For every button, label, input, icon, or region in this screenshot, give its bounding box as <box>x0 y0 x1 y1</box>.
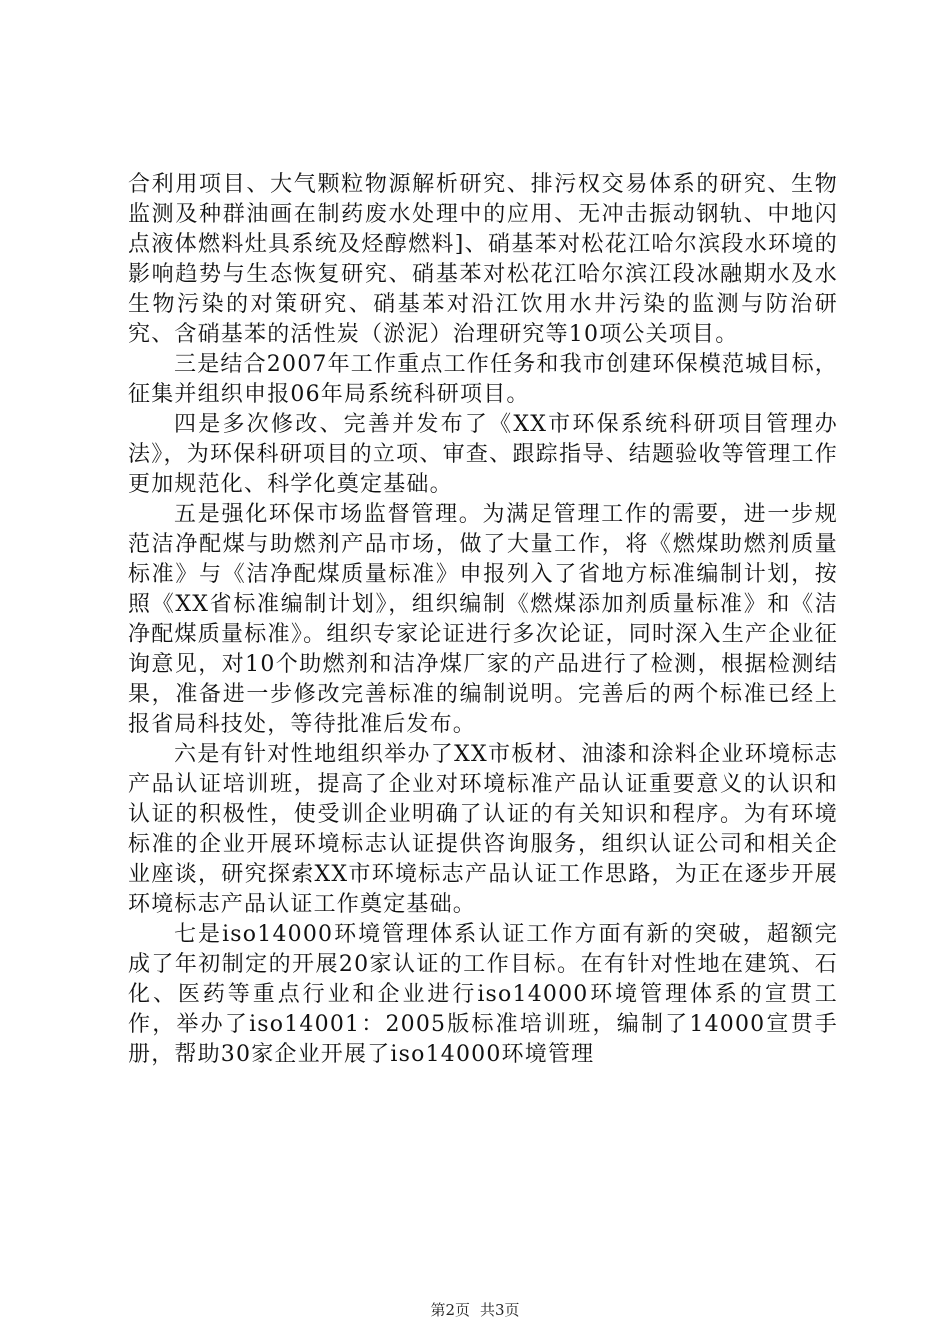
paragraph-4: 五是强化环保市场监督管理。为满足管理工作的需要，进一步规范洁净配煤与助燃剂产品市场，做了大量工作，将《燃煤助燃剂质量标准》与《洁净配煤质量标准》申报列入了省地方标准编制计划，按照《XX省标准编制计划》，组织编制《燃煤添加剂质量标准》和《洁净配煤质量标准》。组织专家论证进行多次论证，同时深入生产企业征询意见，对10个助燃剂和洁净煤厂家的产品进行了检测，根据检测结果，准备进一步修改完善标准的编制说明。完善后的两个标准已经上报省局科技处，等待批准后发布。 <box>128 502 838 737</box>
page-number: 第2页 <box>430 1301 470 1319</box>
page-footer <box>0 1300 950 1320</box>
paragraph-2: 三是结合2007年工作重点工作任务和我市创建环保模范城目标，征集并组织申报06年局系统科研项目。 <box>128 352 838 407</box>
paragraph-1: 合利用项目、大气颗粒物源解析研究、排污权交易体系的研究、生物监测及种群油画在制药废水处理中的应用、无冲击振动钢轨、中地闪点液体燃料灶具系统及烃醇燃料]、硝基苯对松花江哈尔滨段水环境的影响趋势与生态恢复研究、硝基苯对松花江哈尔滨江段冰融期水及水生物污染的对策研究、硝基苯对沿江饮用水井污染的监测与防治研究、含硝基苯的活性炭（淤泥）治理研究等10项公关项目。 <box>128 172 838 347</box>
page-total: 共3页 <box>480 1301 520 1319</box>
paragraph-3: 四是多次修改、完善并发布了《XX市环保系统科研项目管理办法》，为环保科研项目的立项、审查、跟踪指导、结题验收等管理工作更加规范化、科学化奠定基础。 <box>128 412 838 497</box>
paragraph-5: 六是有针对性地组织举办了XX市板材、油漆和涂料企业环境标志产品认证培训班，提高了企业对环境标准产品认证重要意义的认识和认证的积极性，使受训企业明确了认证的有关知识和程序。为有环境标准的企业开展环境标志认证提供咨询服务，组织认证公司和相关企业座谈，研究探索XX市环境标志产品认证工作思路，为正在逐步开展环境标志产品认证工作奠定基础。 <box>128 742 838 917</box>
paragraph-6: 七是iso14000环境管理体系认证工作方面有新的突破，超额完成了年初制定的开展20家认证的工作目标。在有针对性地在建筑、石化、医药等重点行业和企业进行iso14000环境管理体系的宣贯工作，举办了iso14001：2005版标准培训班，编制了14000宣贯手册，帮助30家企业开展了iso14000环境管理 <box>128 922 838 1067</box>
document-body <box>128 170 838 1070</box>
